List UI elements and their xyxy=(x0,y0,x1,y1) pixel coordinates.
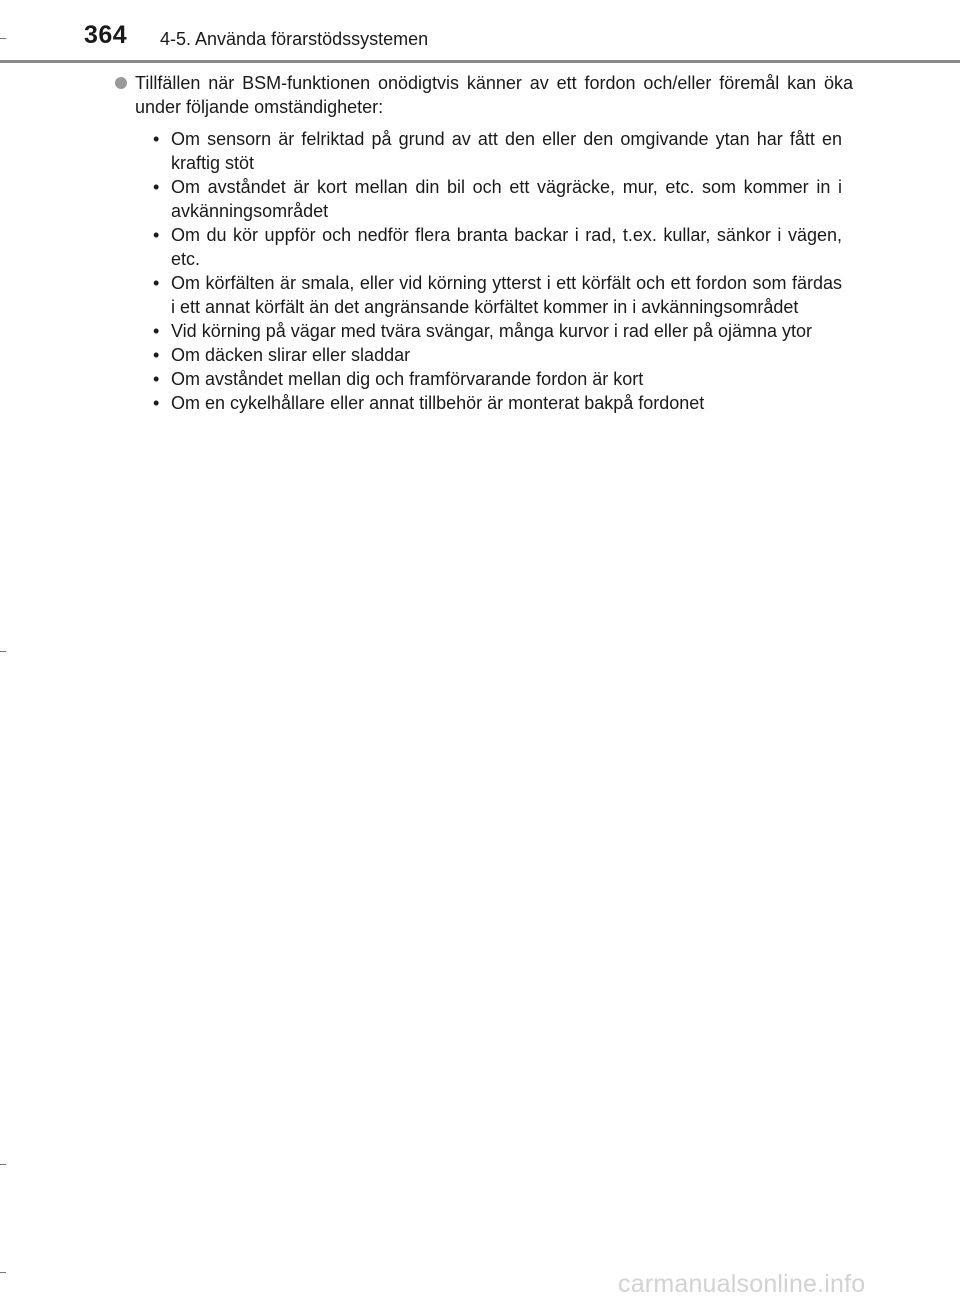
list-item: • Om en cykelhållare eller annat tillbehör är monterat bakpå fordonet xyxy=(153,391,842,415)
page-header xyxy=(0,0,960,64)
list-item: • Om däcken slirar eller sladdar xyxy=(153,343,842,367)
list-item: • Om avståndet mellan dig och framförvarande fordon är kort xyxy=(153,367,842,391)
crop-mark xyxy=(0,651,6,652)
intro-paragraph xyxy=(135,71,853,119)
list-item: • Vid körning på vägar med tvära svängar, många kurvor i rad eller på ojämna ytor xyxy=(153,319,842,343)
crop-mark xyxy=(0,1164,6,1165)
header-divider xyxy=(0,60,960,63)
section-title: 4-5. Använda förarstödssystemen xyxy=(160,29,429,49)
intro-text: Tillfällen när BSM-funktionen onödigtvis känner av ett fordon och/eller föremål kan öka under följande omständigheter: xyxy=(135,73,853,117)
crop-mark xyxy=(0,38,6,39)
page-number: 364 xyxy=(84,21,128,49)
list-item: • Om avståndet är kort mellan din bil och ett vägräcke, mur, etc. som kommer in i avkänningsområdet xyxy=(153,175,842,223)
list-item: • Om körfälten är smala, eller vid körning ytterst i ett körfält och ett fordon som färdas i ett annat körfält än det angränsande körfältet kommer in i avkänningsområdet xyxy=(153,271,842,319)
list-item: • Om sensorn är felriktad på grund av att den eller den omgivande ytan har fått en kraftig stöt xyxy=(153,127,842,175)
bullet-list xyxy=(153,127,842,415)
watermark: carmanualsonline.info xyxy=(618,1270,866,1298)
circle-bullet-icon xyxy=(115,77,127,89)
crop-mark xyxy=(0,1272,6,1273)
list-item: • Om du kör uppför och nedför flera branta backar i rad, t.ex. kullar, sänkor i vägen, etc. xyxy=(153,223,842,271)
